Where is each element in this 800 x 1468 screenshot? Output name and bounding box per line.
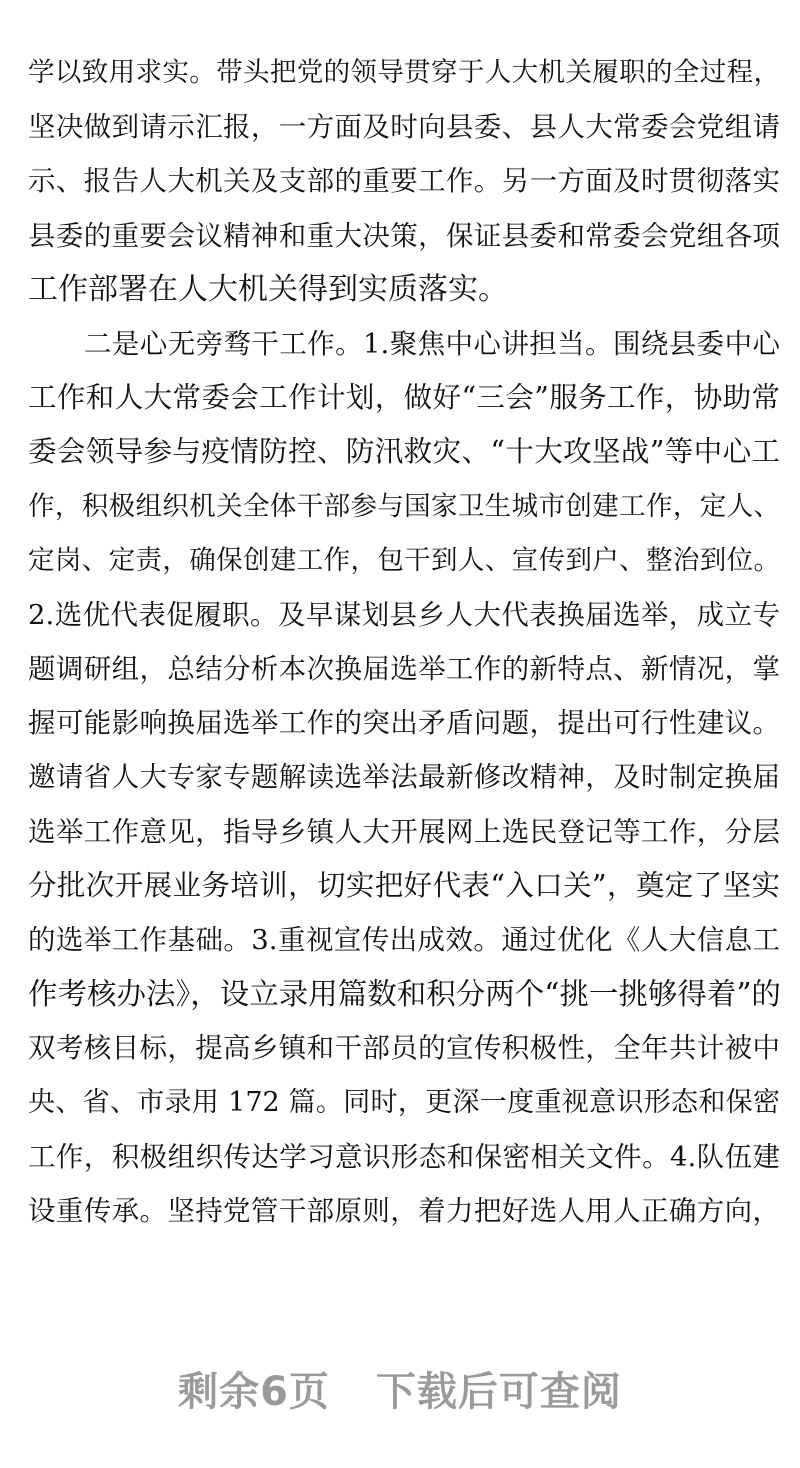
text-line: 坚决做到请示汇报，一方面及时向县委、县人大常委会党组请 xyxy=(28,111,780,144)
text-line: 分批次开展业务培训，切实把好代表“入口关”，奠定了坚实 xyxy=(28,868,780,902)
text-line: 设重传承。坚持党管干部原则，着力把好选人用人正确方向， xyxy=(28,1194,780,1227)
text-line: 示、报告人大机关及支部的重要工作。另一方面及时贯彻落实 xyxy=(28,165,780,198)
text-line: 作，积极组织机关全体干部参与国家卫生城市创建工作，定人、 xyxy=(28,490,780,522)
remaining-pages-label[interactable]: 剩余6页 xyxy=(178,1369,330,1415)
text-line: 县委的重要会议精神和重大决策，保证县委和常委会党组各项 xyxy=(28,219,780,252)
download-prompt-banner[interactable] xyxy=(0,1362,800,1422)
text-line: 作考核办法》，设立录用篇数和积分两个“挑一挑够得着”的 xyxy=(28,977,781,1012)
text-line: 双考核目标，提高乡镇和干部员的宣传积极性，全年共计被中 xyxy=(28,1032,780,1065)
text-line: 题调研组，总结分析本次换届选举工作的新特点、新情况，掌 xyxy=(28,653,780,686)
document-body xyxy=(28,46,780,1238)
text-line: 定岗、定责，确保创建工作，包干到人、宣传到户、整治到位。 xyxy=(28,544,780,576)
text-line: 握可能影响换届选举工作的突出矛盾问题，提出可行性建议。 xyxy=(28,707,780,740)
text-line: 的选举工作基础。3.重视宣传出成效。通过优化《人大信息工 xyxy=(28,924,780,956)
text-line: 央、省、市录用 172 篇。同时，更深一度重视意识形态和保密 xyxy=(28,1086,780,1118)
text-line: 二是心无旁骛干工作。1.聚焦中心讲担当。围绕县委中心 xyxy=(84,327,780,360)
text-line: 委会领导参与疫情防控、防汛救灾、“十大攻坚战”等中心工 xyxy=(28,435,780,469)
text-line: 邀请省人大专家专题解读选举法最新修改精神，及时制定换届 xyxy=(28,761,780,794)
text-line: 工作部署在人大机关得到实质落实。 xyxy=(28,271,508,307)
text-line: 选举工作意见，指导乡镇人大开展网上选民登记等工作，分层 xyxy=(28,815,780,848)
text-line: 学以致用求实。带头把党的领导贯穿于人大机关履职的全过程， xyxy=(28,57,780,88)
text-line: 工作和人大常委会工作计划，做好“三会”服务工作，协助常 xyxy=(28,381,780,415)
text-line: 工作，积极组织传达学习意识形态和保密相关文件。4.队伍建 xyxy=(28,1140,780,1173)
download-to-view-label[interactable]: 下载后可查阅 xyxy=(375,1369,622,1415)
text-line: 2.选优代表促履职。及早谋划县乡人大代表换届选举，成立专 xyxy=(28,598,780,631)
